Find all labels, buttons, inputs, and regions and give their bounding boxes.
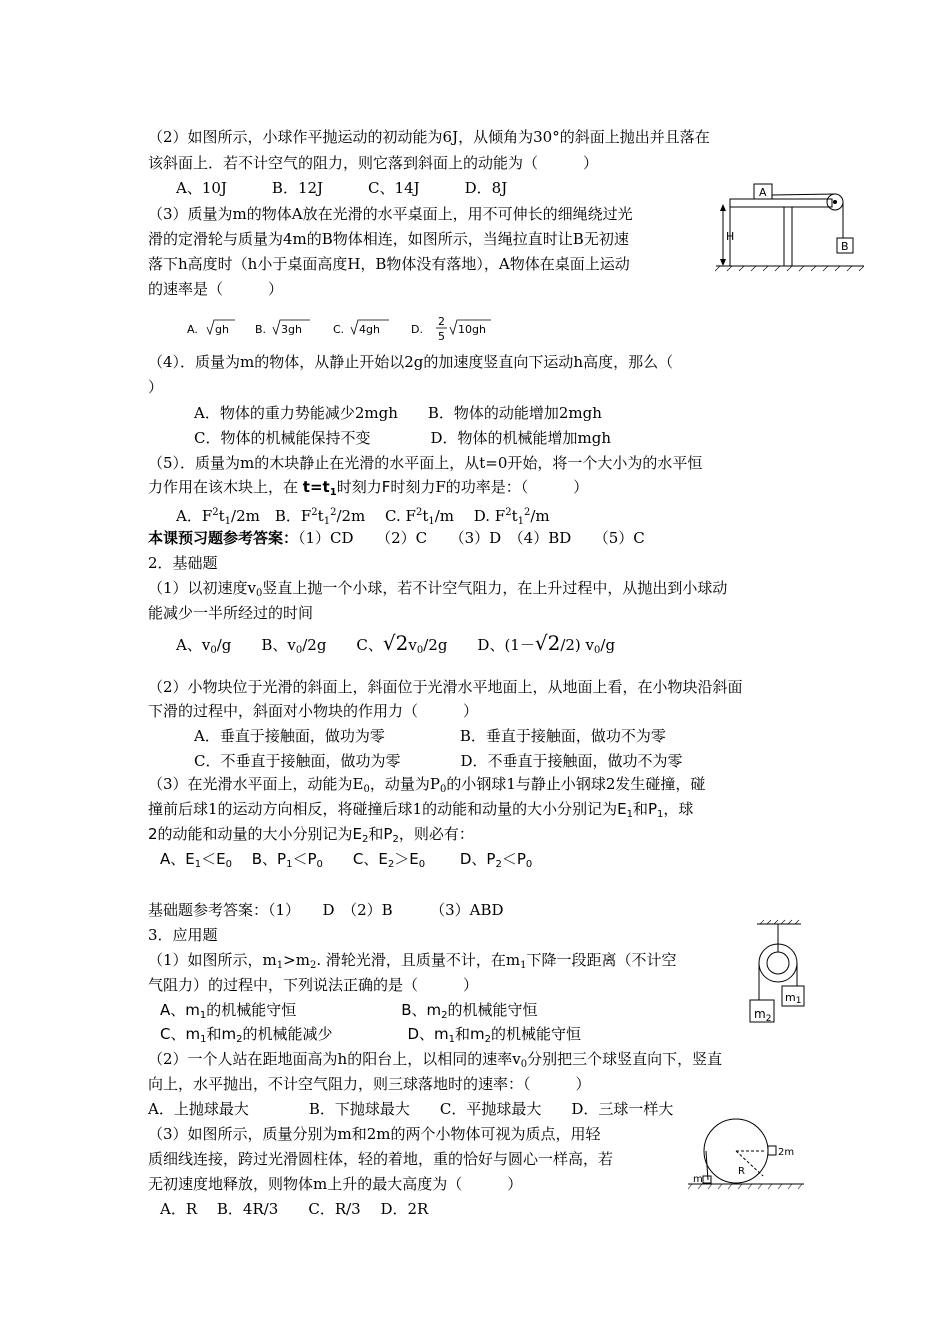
- fig-m-label: m: [693, 1174, 703, 1185]
- fig-R-label: R: [738, 1166, 745, 1177]
- basic-q3-line2: 撞前后球1的运动方向相反，将碰撞后球1的动能和动量的大小分别记为$E_1$和$P_1$，球: [148, 800, 694, 820]
- app-q3-line2: 质细线连接，跨过光滑圆柱体，轻的着地，重的恰好与圆心一样高，若: [148, 1150, 614, 1168]
- basic-q2-options-cd: C．不垂直于接触面，做功为零 D．不垂直于接触面，做功不为零: [194, 752, 683, 770]
- q1-stem-line2: 该斜面上．若不计空气的阻力，则它落到斜面上的动能为（ ）: [148, 154, 599, 172]
- basic-q1-line2: 能减少一半所经过的时间: [148, 604, 314, 622]
- basic-q1-options: A、$v_0/g$ B、$v_0/2g$ C、$√2v_0/2g$ D、(1－√2/2) $v_0/g$: [176, 631, 616, 656]
- pulley-masses-figure: [745, 918, 835, 1028]
- opt-A-label: A.: [187, 323, 198, 336]
- app-q1-options-ab: A、$m_1$的机械能守恒 B、$m_2$的机械能守恒: [160, 1001, 538, 1021]
- q1-options: A、10J B．12J C、14J D．8J: [176, 179, 508, 197]
- app-q3-options: A．R B．4R/3 C．R/3 D．2R: [160, 1200, 429, 1218]
- app-q1-options-cd: C、$m_1$和$m_2$的机械能减少 D、$m_1$和$m_2$的机械能守恒: [160, 1025, 582, 1045]
- q4-stem-line2: 力作用在该木块上，在 $t=t_1$时刻力F时刻力F的功率是：（ ）: [148, 478, 589, 498]
- opt-D-radicand: 10gh: [458, 323, 486, 336]
- table-pulley-figure: [712, 180, 872, 272]
- q1-stem-line1: （2）如图所示，小球作平抛运动的初动能为6J，从倾角为30°的斜面上抛出并且落在: [148, 128, 710, 146]
- basic-heading: 2．基础题: [148, 554, 218, 572]
- opt-B-radicand: 3gh: [281, 323, 302, 336]
- q2-radical-options: [185, 312, 495, 346]
- fig-m2-label: $m_2$: [754, 1007, 772, 1024]
- opt-A-radicand: gh: [215, 323, 229, 336]
- q4-options: A．$F^2t_1/2m$ B．$F^2t_1^2/2m$ C. $F^2t_1/m$ D. $F^2t_1^2/m$: [176, 507, 550, 527]
- opt-D-label: D.: [411, 323, 423, 336]
- q3-options-cd: C．物体的机械能保持不变 D．物体的机械能增加mgh: [194, 429, 611, 447]
- fig-2m-label: 2m: [778, 1147, 795, 1158]
- q3-stem-line2: ）: [148, 378, 164, 396]
- opt-B-label: B.: [255, 323, 267, 336]
- basic-answers: 基础题参考答案：（1） D （2）B （3）ABD: [148, 901, 504, 919]
- app-q3-line3: 无初速度地释放，则物体m上升的最大高度为（ ）: [148, 1175, 523, 1193]
- preview-answers: 本课预习题参考答案：（1）CD （2）C （3）D （4）BD （5）C: [148, 529, 645, 547]
- frac-num: 2: [438, 315, 445, 328]
- q2-stem-line4: 的速率是（ ）: [148, 280, 284, 298]
- q2-stem-line1: （3）质量为m的物体A放在光滑的水平桌面上，用不可伸长的细绳绕过光: [148, 205, 633, 223]
- q4-stem-line1: （5）．质量为m的木块静止在光滑的水平面上，从t=0开始，将一个大小为的水平恒: [148, 454, 703, 472]
- opt-C-label: C.: [333, 323, 345, 336]
- q3-options-ab: A．物体的重力势能减少2mgh B．物体的动能增加2mgh: [194, 404, 602, 422]
- basic-q1-line1: （1）以初速度$v_0$竖直上抛一个小球，若不计空气阻力，在上升过程中，从抛出到小球动: [148, 579, 728, 599]
- app-q1-line2: 气阻力）的过程中，下列说法正确的是（ ）: [148, 976, 479, 994]
- basic-q3-line1: （3）在光滑水平面上，动能为$E_0$，动量为$P_0$的小钢球1与静止小钢球2发生碰撞，碰: [148, 775, 706, 795]
- q3-stem-line1: （4）．质量为m的物体，从静止开始以2g的加速度竖直向下运动h高度，那么（: [148, 353, 674, 371]
- fig-label-H: H: [726, 230, 735, 243]
- basic-q2-line2: 下滑的过程中，斜面对小物块的作用力（ ）: [148, 702, 479, 720]
- app-q1-line1: （1）如图所示，$m_1>m_2$. 滑轮光滑，且质量不计，在$m_1$下降一段距离（不计空: [148, 951, 677, 971]
- app-q3-line1: （3）如图所示，质量分别为m和2m的两个小物体可视为质点，用轻: [148, 1125, 601, 1143]
- fig-label-B: B: [841, 240, 849, 253]
- frac-den: 5: [438, 330, 445, 343]
- fig-label-A: A: [759, 186, 767, 199]
- opt-C-radicand: 4gh: [359, 323, 380, 336]
- q2-stem-line3: 落下h高度时（h小于桌面高度H，B物体没有落地），A物体在桌面上运动: [148, 255, 630, 273]
- basic-q3-options: A、$E_1<E_0$ B、$P_1<P_0$ C、$E_2>E_0$ D、$P_2<P_0$: [160, 850, 533, 870]
- app-q2-line1: （2）一个人站在距地面高为h的阳台上，以相同的速率$v_0$分别把三个球竖直向下，竖直: [148, 1050, 723, 1070]
- app-heading: 3．应用题: [148, 926, 218, 944]
- basic-q2-line1: （2）小物块位于光滑的斜面上，斜面位于光滑水平地面上，从地面上看，在小物块沿斜面: [148, 678, 743, 696]
- app-q2-options: A．上抛球最大 B．下抛球最大 C．平抛球最大 D．三球一样大: [148, 1100, 674, 1118]
- basic-q3-line3: 2的动能和动量的大小分别记为$E_2$和$P_2$，则必有：: [148, 825, 474, 845]
- fig-m1-label: m1: [785, 991, 802, 1006]
- basic-q2-options-ab: A．垂直于接触面，做功为零 B．垂直于接触面，做功不为零: [194, 727, 666, 745]
- cylinder-figure: [686, 1118, 806, 1192]
- q2-stem-line2: 滑的定滑轮与质量为4m的B物体相连，如图所示，当绳拉直时让B无初速: [148, 230, 629, 248]
- app-q2-line2: 向上，水平抛出，不计空气阻力，则三球落地时的速率：（ ）: [148, 1075, 591, 1093]
